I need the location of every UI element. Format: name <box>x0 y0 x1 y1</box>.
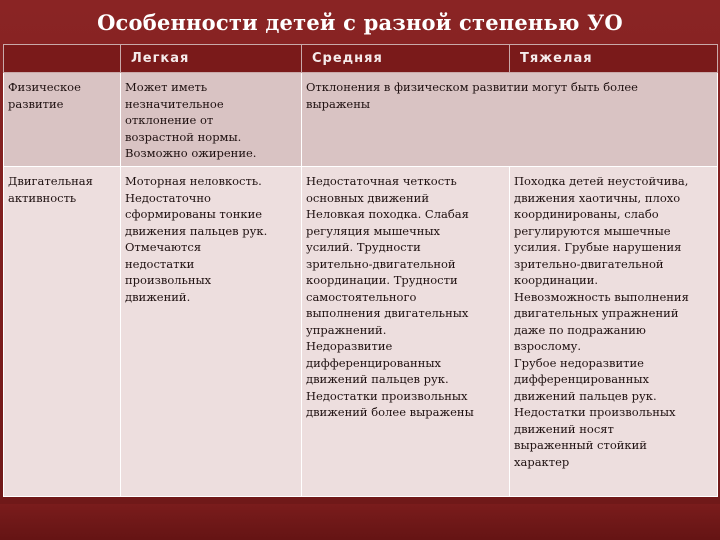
header-empty <box>4 45 121 73</box>
cell-physical-mild: Может иметь незначительное отклонение от возрастной нормы. Возможно ожирение. <box>121 73 302 167</box>
slide-title: Особенности детей с разной степенью УО <box>97 9 623 35</box>
cell-motor-severe: Походка детей неустойчива, движения хаотичны, плохо координированы, слабо регулируются мышечные усилия. Грубые нарушения зрительно-двигательной координации. Невозможность выполнения двигательных упражнений даже по подражанию взрослому. Грубое недоразвитие дифференцированных движений пальцев рук. Недостатки произвольных движений носят выраженный стойкий характер <box>510 167 718 497</box>
cell-physical-moderate-severe: Отклонения в физическом развитии могут быть более выражены <box>302 73 718 167</box>
cell-motor-mild: Моторная неловкость. Недостаточно сформированы тонкие движения пальцев рук. Отмечаются недостатки произвольных движений. <box>121 167 302 497</box>
header-moderate: Средняя <box>302 45 510 73</box>
header-severe: Тяжелая <box>510 45 718 73</box>
table-row-motor <box>4 167 718 497</box>
bottom-decoration-band <box>0 504 720 540</box>
row-label-motor: Двигательная активность <box>4 167 121 497</box>
row-label-physical: Физическое развитие <box>4 73 121 167</box>
cell-motor-moderate: Недостаточная четкость основных движений Неловкая походка. Слабая регуляция мышечных усилий. Трудности зрительно-двигательной координации. Трудности самостоятельного выполнения двигательных упражнений. Недоразвитие дифференцированных движений пальцев рук. Недостатки произвольных движений более выражены <box>302 167 510 497</box>
header-mild: Легкая <box>121 45 302 73</box>
table-row-physical <box>4 73 718 167</box>
comparison-table <box>3 44 718 497</box>
table-header-row <box>4 45 718 73</box>
